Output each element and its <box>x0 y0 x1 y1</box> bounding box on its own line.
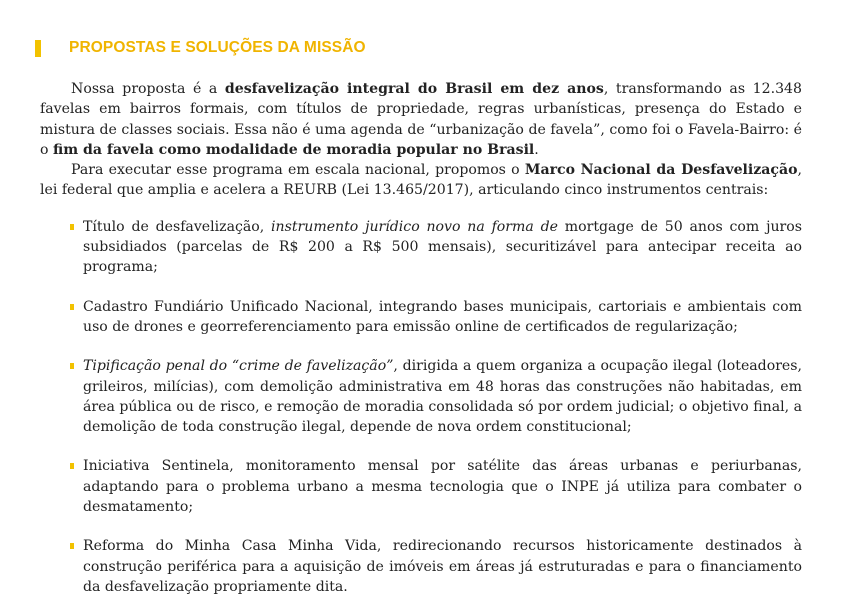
list-item-italic: instrumento jurídico novo na forma de <box>271 218 558 235</box>
bullet-icon <box>70 304 74 310</box>
paragraph-1-text: Nossa proposta é a <box>71 81 225 97</box>
paragraph-2 <box>40 160 802 201</box>
list-item-text: Iniciativa Sentinela, monitoramento mensal por satélite das áreas urbanas e periurbanas, adaptando para o problema urbano a mesma tecnologia que o INPE já utiliza para combater o desmatamento; <box>83 458 802 516</box>
list-item <box>40 356 802 437</box>
paragraph-1-bold: desfavelização integral do Brasil em dez anos <box>224 81 604 97</box>
paragraph-1 <box>40 79 802 160</box>
section-title: PROPOSTAS E SOLUÇÕES DA MISSÃO <box>69 39 366 56</box>
list-item <box>40 297 802 338</box>
list-item <box>40 536 802 597</box>
list-item-text: Reforma do Minha Casa Minha Vida, redirecionando recursos historicamente destinados à construção periférica para a aquisição de imóveis em áreas já estruturadas e para o financiamento da desfavelização propriamente dita. <box>83 538 802 595</box>
paragraph-2-bold: Marco Nacional da Desfavelização <box>524 162 798 179</box>
bullet-icon <box>70 463 74 469</box>
paragraph-1-text-2: , transformando as 12.348 favelas em bairros formais, com títulos de propriedade, regras urbanísticas, presença do Estado e mistura de classes sociais. Essa não é uma agenda de “urbanização de favela”, como foi o Favela-Bairro: é o <box>40 81 802 158</box>
paragraph-2-text-2: , lei federal que amplia e acelera a REURB (Lei 13.465/2017), articulando cinco instrumentos centrais: <box>40 162 802 199</box>
list-item-text-2: mortgage de 50 anos com juros subsidiados (parcelas de R$ 200 a R$ 500 mensais), securitizável para antecipar receita ao programa; <box>83 218 802 276</box>
instruments-list <box>40 217 802 597</box>
heading-accent-bar <box>35 40 41 57</box>
list-item-text-2: , dirigida a quem organiza a ocupação ilegal (loteadores, grileiros, milícias), com demolição administrativa em 48 horas das construções não habitadas, em área pública ou de risco, e remoção de moradia consolidada só por ordem judicial; o objetivo final, a demolição de toda construção ilegal, depende de nova ordem constitucional; <box>83 358 802 436</box>
paragraph-1-bold-2: fim da favela como modalidade de moradia popular no Brasil <box>52 141 535 158</box>
list-item-text: Cadastro Fundiário Unificado Nacional, integrando bases municipais, cartoriais e ambientais com uso de drones e georreferenciamento para emissão online de certificados de regularização; <box>83 298 802 335</box>
paragraph-2-text: Para executar esse programa em escala nacional, propomos o <box>71 162 525 179</box>
bullet-icon <box>70 543 74 549</box>
section-heading <box>35 39 366 57</box>
paragraph-1-end: . <box>534 141 539 158</box>
list-item <box>40 217 802 278</box>
body-text <box>40 79 802 616</box>
list-item-text: Título de desfavelização, <box>83 218 272 235</box>
list-item-italic: Tipificação penal do “crime de favelização” <box>83 358 394 375</box>
bullet-icon <box>70 363 74 369</box>
list-item <box>40 456 802 517</box>
bullet-icon <box>70 224 74 230</box>
